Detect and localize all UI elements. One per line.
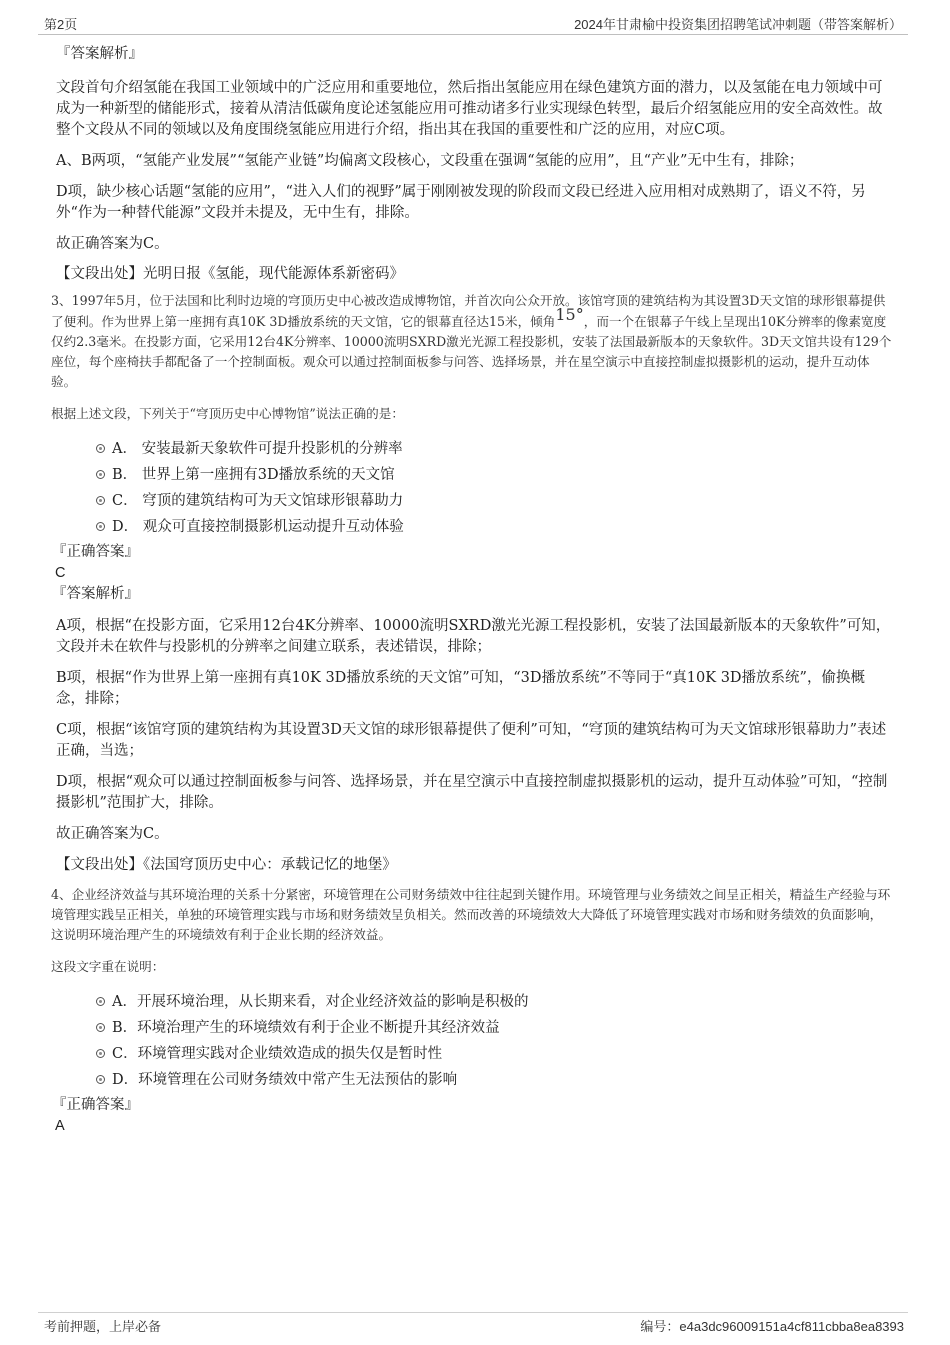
question-stem: 3、1997年5月，位于法国和比利时边境的穹顶历史中心被改造成博物馆，并首次向公众开放。该馆穹顶的建筑结构为其设置3D天文馆的球形银幕提供了便利。作为世界上第一座拥有真10K 3D播放系统的天文馆，它的银幕直径达15米，倾角15°，而一个在银幕子午线上呈现出10K分辨率的像素宽度仅约2.3毫米。在投影方面，它采用12台4K分辨率、10000流明SXRD激光光源工程投影机，安装了法国最新版本的天象软件。3D天文馆共设有129个座位，每个座椅扶手都配备了一个控制面板。观众可以通过控制面板参与问答、选择场景，并在星空演示中直接控制虚拟摄影机的运动，提升互动体验。 (51, 293, 892, 389)
page-header (38, 12, 908, 35)
radio-icon[interactable] (96, 470, 105, 479)
question-prompt: 这段文字重在说明： (51, 959, 165, 974)
conclusion: 故正确答案为C。 (56, 236, 169, 252)
analysis-a-paragraph: A项，根据“在投影方面，它采用12台4K分辨率、10000流明SXRD激光光源工程投影机，安装了法国最新版本的天象软件”可知，文段并未在软件与投影机的分辨率之间建立联系，表述错误，排除； (56, 618, 891, 655)
question-4 (52, 885, 892, 1137)
option-a[interactable]: A．开展环境治理，从长期来看，对企业经济效益的影响是积极的 (52, 989, 892, 1015)
analysis-label: 『答案解析』 (52, 586, 139, 602)
option-d[interactable]: D．环境管理在公司财务绩效中常产生无法预估的影响 (52, 1067, 892, 1093)
option-c[interactable]: C．环境管理实践对企业绩效造成的损失仅是暂时性 (52, 1041, 892, 1067)
analysis-paragraph: 文段首句介绍氢能在我国工业领域中的广泛应用和重要地位，然后指出氢能应用在绿色建筑方面的潜力，以及氢能在电力领域中可成为一种新型的储能形式，接着从清洁低碳角度论述氢能应用可推动诸多行业实现绿色转型，最后介绍氢能应用的安全高效性。故整个文段从不同的领域以及角度围绕氢能应用进行介绍，指出其在我国的重要性和广泛的应用，对应C项。 (56, 80, 883, 138)
answer-label: 『正确答案』 (52, 1097, 139, 1113)
answer-value: C (55, 565, 66, 581)
serial-number: 编号：e4a3dc96009151a4cf811cbba8ea8393 (640, 1319, 904, 1334)
page-number: 第2页 (44, 17, 78, 32)
analysis-label: 『答案解析』 (56, 46, 143, 62)
radio-icon[interactable] (96, 1023, 105, 1032)
option-d[interactable]: D． 观众可直接控制摄影机运动提升互动体验 (52, 514, 892, 540)
option-c[interactable]: C． 穹顶的建筑结构可为天文馆球形银幕助力 (52, 488, 892, 514)
analysis-d-paragraph: D项，缺少核心话题“氢能的应用”，“进入人们的视野”属于刚刚被发现的阶段而文段已经进入应用相对成熟期了，语义不符，另外“作为一种替代能源”文段并未提及，无中生有，排除。 (56, 184, 866, 221)
option-b[interactable]: B．环境治理产生的环境绩效有利于企业不断提升其经济效益 (52, 1015, 892, 1041)
analysis-d-paragraph: D项，根据“观众可以通过控制面板参与问答、选择场景，并在星空演示中直接控制虚拟摄影机的运动，提升互动体验”可知，“控制摄影机”范围扩大，排除。 (56, 774, 888, 811)
document-title: 2024年甘肃榆中投资集团招聘笔试冲刺题（带答案解析） (574, 17, 902, 32)
answer-label: 『正确答案』 (52, 544, 139, 560)
question-3 (52, 291, 892, 876)
options-list (52, 436, 892, 540)
analysis-b-paragraph: B项，根据“作为世界上第一座拥有真10K 3D播放系统的天文馆”可知，“3D播放系统”不等同于“真10K 3D播放系统”，偷换概念，排除； (56, 670, 865, 707)
answer-value: A (55, 1118, 65, 1134)
source-citation: 【文段出处】光明日报《氢能，现代能源体系新密码》 (56, 266, 404, 282)
page-footer (38, 1312, 908, 1337)
option-a[interactable]: A． 安装最新天象软件可提升投影机的分辨率 (52, 436, 892, 462)
analysis-c-paragraph: C项，根据“该馆穹顶的建筑结构为其设置3D天文馆的球形银幕提供了便利”可知，“穹顶的建筑结构可为天文馆球形银幕助力”表述正确，当选； (56, 722, 887, 759)
radio-icon[interactable] (96, 496, 105, 505)
radio-icon[interactable] (96, 444, 105, 453)
angle-value: 15° (555, 305, 584, 324)
radio-icon[interactable] (96, 1075, 105, 1084)
radio-icon[interactable] (96, 997, 105, 1006)
question-stem: 4、企业经济效益与其环境治理的关系十分紧密，环境管理在公司财务绩效中往往起到关键作用。环境管理与业务绩效之间呈正相关，精益生产经验与环境管理实践呈正相关，单独的环境管理实践与市场和财务绩效呈负相关。然而改善的环境绩效大大降低了环境管理实践对市场和财务绩效的负面影响，这说明环境治理产生的环境绩效有利于企业长期的经济效益。 (51, 887, 891, 942)
question-prompt: 根据上述文段，下列关于“穹顶历史中心博物馆”说法正确的是： (51, 406, 404, 421)
analysis-ab-paragraph: A、B两项，“氢能产业发展”“氢能产业链”均偏离文段核心，文段重在强调“氢能的应用”，且“产业”无中生有，排除； (56, 153, 804, 169)
q2-analysis (52, 44, 892, 285)
conclusion: 故正确答案为C。 (56, 826, 169, 842)
options-list (52, 989, 892, 1093)
source-citation: 【文段出处】《法国穹顶历史中心：承载记忆的地堡》 (56, 857, 397, 873)
option-b[interactable]: B． 世界上第一座拥有3D播放系统的天文馆 (52, 462, 892, 488)
radio-icon[interactable] (96, 522, 105, 531)
footer-slogan: 考前押题，上岸必备 (44, 1319, 162, 1334)
page-content (52, 44, 892, 1137)
radio-icon[interactable] (96, 1049, 105, 1058)
